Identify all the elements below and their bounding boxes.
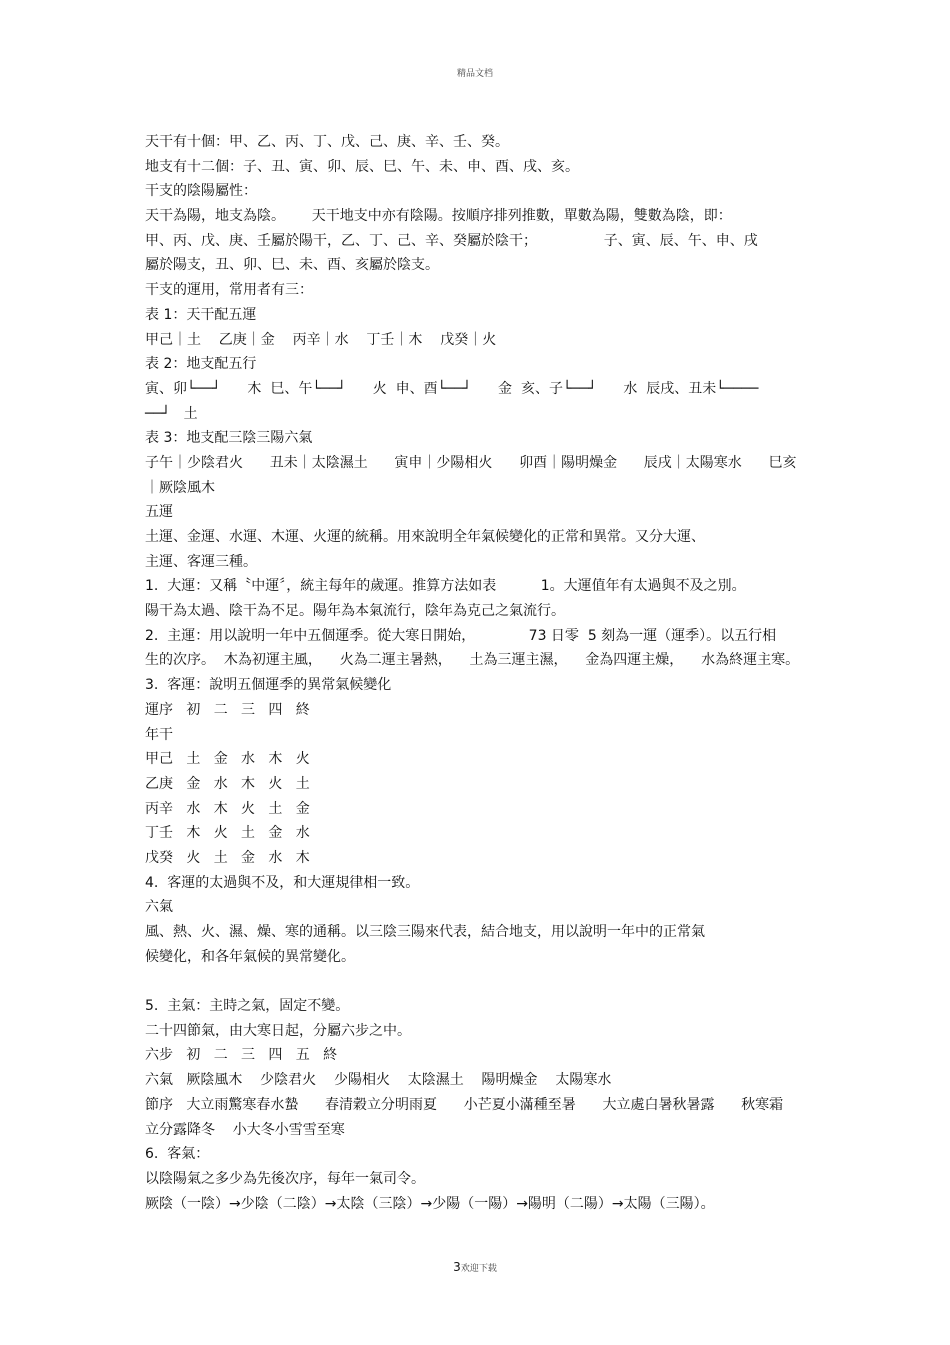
text-line: 寅、卯└──┘ 木 巳、午└──┘ 火 申、酉└──┘ 金 亥、子└──┘ 水 辰戌、丑未└──── [145,380,759,397]
text-line: ｜厥陰風木 [145,479,215,496]
text-line: 五運 [145,504,173,521]
page-number: 3 [453,1260,461,1274]
text-line: 5. 主氣：主時之氣，固定不變。 [145,998,350,1015]
text-line: 厥陰（一陰）→少陰（二陰）→太陰（三陰）→少陽（一陽）→陽明（二陽）→太陽（三陽）。 [145,1195,715,1212]
text-line: 地支有十二個：子、丑、寅、卯、辰、巳、午、未、申、酉、戌、亥。 [145,158,579,175]
text-line: 六步 初 二 三 四 五 終 [145,1047,338,1064]
text-line: 六氣 厥陰風木 少陰君火 少陽相火 太陰濕土 陽明燥金 太陽寒水 [145,1072,612,1089]
text-line: 年干 [145,726,173,743]
text-line: 表 2：地支配五行 [145,356,257,373]
text-line: 六氣 [145,899,173,916]
text-line: 2. 主運：用以說明一年中五個運季。從大寒日開始， 73 日零 5 刻為一運（運季）。以五行相 [145,627,777,644]
text-line: 土運、金運、水運、木運、火運的統稱。用來說明全年氣候變化的正常和異常。又分大運、 [145,529,705,545]
text-line: 表 3：地支配三陰三陽六氣 [145,430,313,447]
text-line: 乙庚 金 水 木 火 土 [145,775,310,792]
text-line: 丙辛 水 木 火 土 金 [145,800,310,817]
text-line: 甲、丙、戊、庚、壬屬於陽干，乙、丁、己、辛、癸屬於陰干； 子、寅、辰、午、申、戌 [145,232,758,249]
text-line: 甲己 土 金 水 木 火 [145,751,310,768]
page-header: 精品文档 [456,69,493,79]
text-line: 生的次序。 木為初運主風， 火為二運主暑熱， 土為三運主濕， 金為四運主燥， 水為終運主寒。 [145,652,800,669]
text-line: 3. 客運：說明五個運季的異常氣候變化 [145,677,392,694]
text-line: 二十四節氣，由大寒日起，分屬六步之中。 [145,1022,411,1039]
text-line: 4. 客運的太過與不及，和大運規律相一致。 [145,874,420,891]
document-body [145,130,810,1216]
text-line: 節序 大立雨驚寒春水蟄 春清穀立分明雨夏 小芒夏小滿種至暑 大立處白暑秋暑露 秋寒霜 [145,1096,784,1113]
text-line: 風、熱、火、濕、燥、寒的通稱。以三陰三陽來代表，結合地支，用以說明一年中的正常氣 [145,924,705,940]
page-footer [0,1260,950,1274]
text-line: 立分露降冬 小大冬小雪雪至寒 [145,1121,345,1138]
text-line: 天干為陽，地支為陰。 天干地支中亦有陰陽。按順序排列推數，單數為陽，雙數為陰，即： [145,208,732,225]
footer-text: 欢迎下载 [460,1264,497,1274]
text-line: 干支的運用，常用者有三： [145,282,313,299]
text-line: 干支的陰陽屬性： [145,183,257,200]
text-line: 候變化，和各年氣候的異常變化。 [145,948,355,965]
text-line: 1. 大運：又稱〝中運〞，統主每年的歲運。推算方法如表 1。大運值年有太過與不及之別。 [145,578,746,595]
text-line: 屬於陽支，丑、卯、巳、未、酉、亥屬於陰支。 [145,257,439,274]
text-line: 甲己｜土 乙庚｜金 丙辛｜水 丁壬｜木 戊癸｜火 [145,331,497,348]
text-line: 主運、客運三種。 [145,553,257,570]
text-line: 6. 客氣： [145,1146,210,1163]
text-line: 戊癸 火 土 金 水 木 [145,849,310,866]
text-line: 子午｜少陰君火 丑未｜太陰濕土 寅申｜少陽相火 卯酉｜陽明燥金 辰戌｜太陽寒水 巳亥 [145,454,797,471]
text-line [145,969,810,994]
text-line: 運序 初 二 三 四 終 [145,701,310,718]
text-line: 表 1：天干配五運 [145,306,257,323]
text-line: ──┘ 土 [145,405,198,422]
text-line: 以陰陽氣之多少為先後次序，每年一氣司令。 [145,1170,425,1187]
text-line: 天干有十個：甲、乙、丙、丁、戊、己、庚、辛、壬、癸。 [145,134,509,150]
text-line: 丁壬 木 火 土 金 水 [145,825,310,842]
text-line: 陽干為太過、陰干為不足。陽年為本氣流行，陰年為克己之氣流行。 [145,603,565,620]
